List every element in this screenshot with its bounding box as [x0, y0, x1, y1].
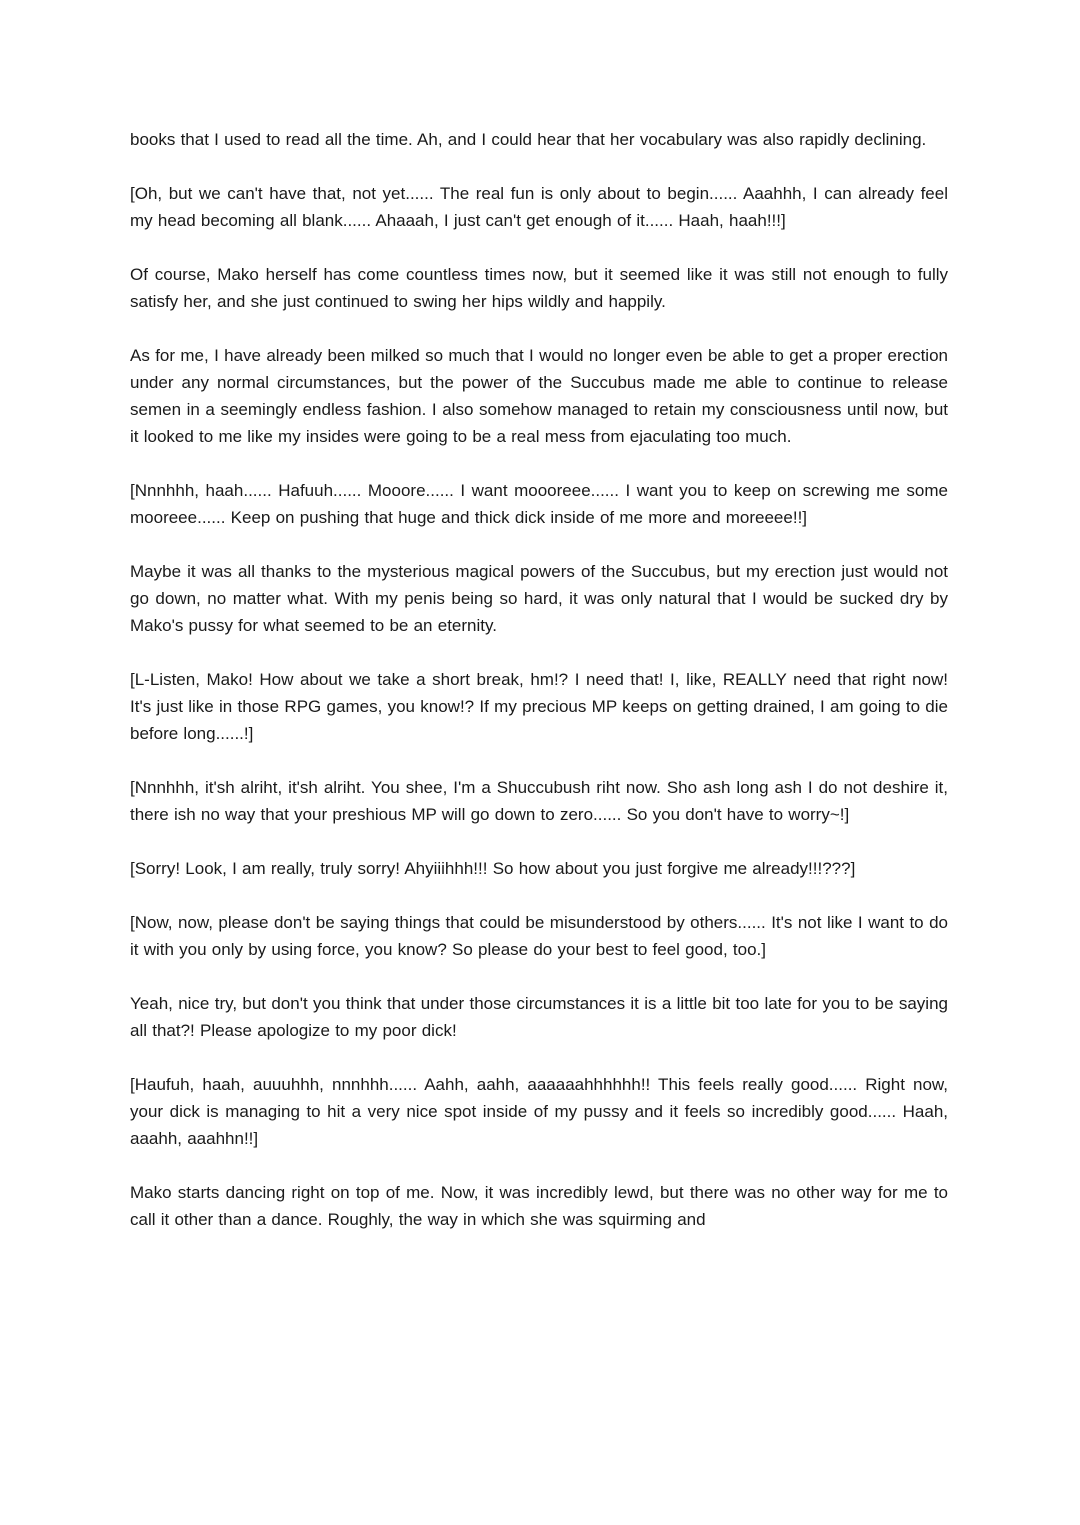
paragraph: [Oh, but we can't have that, not yet...... The real fun is only about to begin...... Aaahhh, I can already feel my head becoming all blank...... Ahaaah, I just can't get enough of it...... Haah, haah!!!]: [130, 184, 948, 230]
document-page: [130, 126, 948, 1233]
paragraph: Of course, Mako herself has come countless times now, but it seemed like it was still not enough to fully satisfy her, and she just continued to swing her hips wildly and happily.: [130, 265, 948, 311]
paragraph: [Nnnhhh, it'sh alriht, it'sh alriht. You shee, I'm a Shuccubush riht now. Sho ash long ash I do not deshire it, there ish no way that your preshious MP will go down to zero...... So you don't have to worry~!]: [130, 778, 948, 824]
paragraph: As for me, I have already been milked so much that I would no longer even be able to get a proper erection under any normal circumstances, but the power of the Succubus made me able to continue to release semen in a seemingly endless fashion. I also somehow managed to retain my consciousness until now, but it looked to me like my insides were going to be a real mess from ejaculating too much.: [130, 346, 948, 446]
paragraph: [Sorry! Look, I am really, truly sorry! Ahyiiihhh!!! So how about you just forgive me already!!!???]: [130, 859, 856, 878]
paragraph: [L-Listen, Mako! How about we take a short break, hm!? I need that! I, like, REALLY need that right now! It's just like in those RPG games, you know!? If my precious MP keeps on getting drained, I am going to die before long......!]: [130, 670, 948, 743]
paragraph: Maybe it was all thanks to the mysterious magical powers of the Succubus, but my erection just would not go down, no matter what. With my penis being so hard, it was only natural that I would be sucked dry by Mako's pussy for what seemed to be an eternity.: [130, 562, 948, 635]
paragraph: Yeah, nice try, but don't you think that under those circumstances it is a little bit too late for you to be saying all that?! Please apologize to my poor dick!: [130, 994, 948, 1040]
paragraph: Mako starts dancing right on top of me. Now, it was incredibly lewd, but there was no other way for me to call it other than a dance. Roughly, the way in which she was squirming and: [130, 1183, 948, 1229]
paragraph: [Haufuh, haah, auuuhhh, nnnhhh...... Aahh, aahh, aaaaaahhhhhh!! This feels really good...... Right now, your dick is managing to hit a very nice spot inside of my pussy and it feels so incredibly good...... Haah, aaahh, aaahhn!!]: [130, 1075, 948, 1148]
paragraph: books that I used to read all the time. Ah, and I could hear that her vocabulary was also rapidly declining.: [130, 130, 927, 149]
paragraph: [Nnnhhh, haah...... Hafuuh...... Mooore...... I want moooreee...... I want you to keep on screwing me some mooreee...... Keep on pushing that huge and thick dick inside of me more and moreeee!!]: [130, 481, 948, 527]
paragraph: [Now, now, please don't be saying things that could be misunderstood by others...... It's not like I want to do it with you only by using force, you know? So please do your best to feel good, too.]: [130, 913, 948, 959]
